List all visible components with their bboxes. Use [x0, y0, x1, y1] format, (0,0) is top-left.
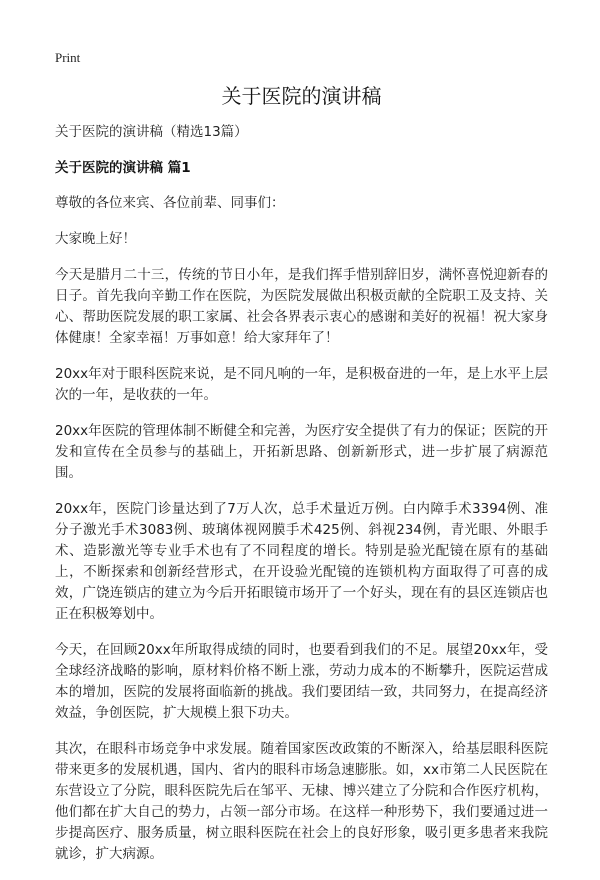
section-heading: 关于医院的演讲稿 篇1 — [55, 160, 191, 176]
paragraph-salutation: 尊敬的各位来宾、各位前辈、同事们： — [55, 195, 285, 211]
document-title: 关于医院的演讲稿 — [221, 84, 382, 108]
paragraph: 其次，在眼科市场竞争中求发展。随着国家医改政策的不断深入，给基层眼科医院带来更多的发展机遇，国内、省内的眼科市场急速膨胀。如，xx市第二人民医院在东营设立了分院，眼科医院先后在邹平、无棣、博兴建立了分院和合作医疗机构，他们都在扩大自己的势力，占领一部分市场。在这样一种形势下，我们要通过进一步提高医疗、服务质量，树立眼科医院在社会上的良好形象，吸引更多患者来我院就诊，扩大病源。 — [55, 741, 548, 862]
paragraph: 今天是腊月二十三，传统的节日小年，是我们挥手惜别辞旧岁，满怀喜悦迎新春的日子。首先我向辛勤工作在医院，为医院发展做出积极贡献的全院职工及支持、关心、帮助医院发展的职工家属、社会各界表示衷心的感谢和美好的祝福！祝大家身体健康！全家幸福！万事如意！给大家拜年了！ — [55, 267, 548, 346]
paragraph: 20xx年对于眼科医院来说，是不同凡响的一年，是积极奋进的一年，是上水平上层次的一年，是收获的一年。 — [55, 366, 548, 403]
document-page — [55, 48, 548, 880]
paragraph-greeting: 大家晚上好！ — [55, 231, 136, 247]
document-subtitle: 关于医院的演讲稿（精选13篇） — [55, 124, 248, 140]
paragraph: 今天，在回顾20xx年所取得成绩的同时，也要看到我们的不足。展望20xx年，受全球经济战略的影响，原材料价格不断上涨，劳动力成本的不断攀升，医院运营成本的增加，医院的发展将面临新的挑战。我们要团结一致，共同努力，在提高经济效益，争创医院，扩大规模上狠下功夫。 — [55, 642, 548, 721]
paragraph: 20xx年，医院门诊量达到了7万人次，总手术量近万例。白内障手术3394例、准分子激光手术3083例、玻璃体视网膜手术425例、斜视234例，青光眼、外眼手术、造影激光等专业手术也有了不同程度的增长。特别是验光配镜在原有的基础上，不断探索和创新经营形式，在开设验光配镜的连锁机构方面取得了可喜的成效，广饶连锁店的建立为今后开拓眼镜市场开了一个好头，现在有的县区连锁店也正在积极筹划中。 — [55, 501, 548, 622]
paragraph: 20xx年医院的管理体制不断健全和完善，为医疗安全提供了有力的保证；医院的开发和宣传在全员参与的基础上，开拓新思路、创新新形式，进一步扩展了病源范围。 — [55, 423, 548, 481]
print-link[interactable]: Print — [55, 50, 81, 65]
